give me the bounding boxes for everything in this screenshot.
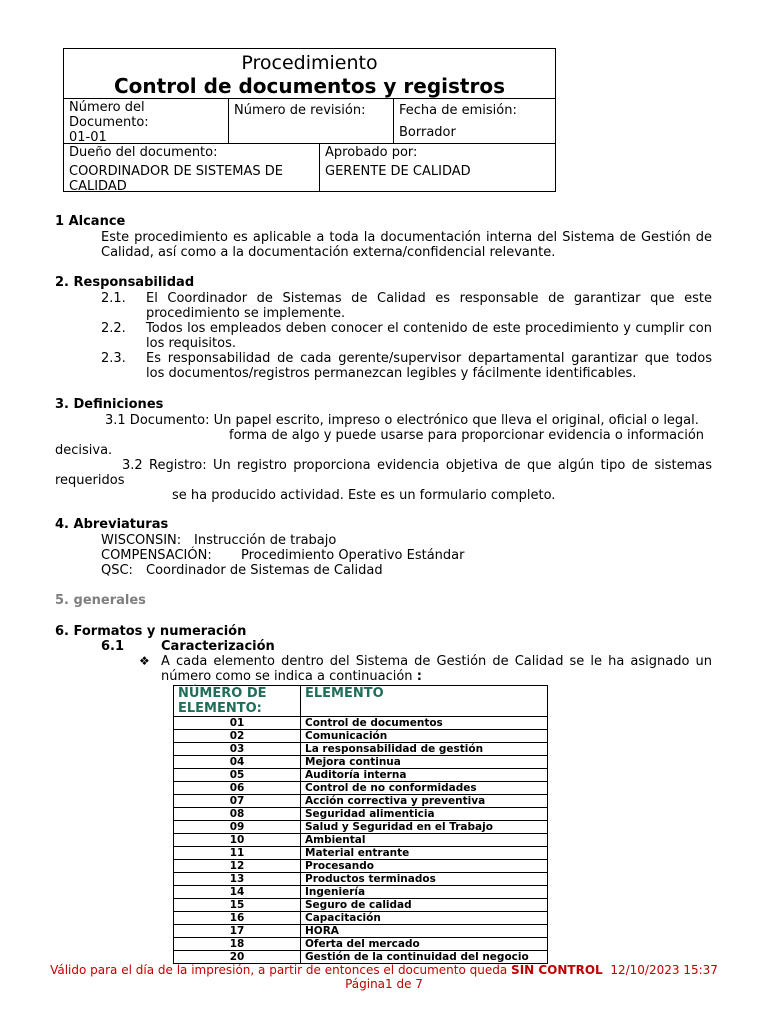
- element-number: 20: [174, 951, 301, 964]
- table-row: [174, 743, 548, 756]
- revision-cell: [229, 98, 394, 143]
- footer-print-date: 12/10/2023 15:37: [610, 963, 718, 977]
- table-header-row: [174, 686, 548, 717]
- element-number: 13: [174, 873, 301, 886]
- table-row: [174, 860, 548, 873]
- element-name: Control de documentos: [301, 717, 548, 730]
- approved-label: Aprobado por:: [325, 145, 418, 160]
- emission-label: Fecha de emisión:: [399, 103, 517, 118]
- element-name: Acción correctiva y preventiva: [301, 795, 548, 808]
- definition-record-cont: requeridos: [55, 473, 125, 488]
- element-number: 18: [174, 938, 301, 951]
- section-5-heading: 5. generales: [55, 593, 146, 608]
- owner-value-2: CALIDAD: [69, 179, 127, 194]
- element-number: 01: [174, 717, 301, 730]
- bullet-text: A cada elemento dentro del Sistema de Gestión de Calidad se le ha asignado un: [161, 654, 712, 669]
- element-number: 11: [174, 847, 301, 860]
- table-row: [174, 730, 548, 743]
- element-name: Procesando: [301, 860, 548, 873]
- approved-cell: [320, 143, 557, 192]
- element-name: Oferta del mercado: [301, 938, 548, 951]
- footer-validity-text: Válido para el día de la impresión, a partir de entonces el documento queda: [50, 963, 508, 977]
- list-item-number: 2.2.: [101, 321, 126, 336]
- bullet-colon: :: [416, 669, 422, 684]
- element-name: Gestión de la continuidad del negocio: [301, 951, 548, 964]
- definition-document: 3.1 Documento: Un papel escrito, impreso o electrónico que lleva el original, oficial o legal.: [105, 413, 699, 428]
- section-6-heading: 6. Formatos y numeración: [55, 624, 247, 639]
- element-name: Salud y Seguridad en el Trabajo: [301, 821, 548, 834]
- approved-value: GERENTE DE CALIDAD: [325, 164, 471, 179]
- column-header-number-line1: NÚMERO DE: [178, 686, 267, 701]
- element-name: Material entrante: [301, 847, 548, 860]
- abbr-value: Procedimiento Operativo Estándar: [241, 548, 465, 563]
- element-number: 15: [174, 899, 301, 912]
- element-number: 07: [174, 795, 301, 808]
- definition-record: 3.2 Registro: Un registro proporciona evidencia objetiva de que algún tipo de sistemas: [122, 458, 712, 473]
- table-row: [174, 834, 548, 847]
- section-2-heading: 2. Responsabilidad: [55, 275, 195, 290]
- element-name: Auditoría interna: [301, 769, 548, 782]
- table-row: [174, 938, 548, 951]
- element-name: HORA: [301, 925, 548, 938]
- definition-document-end: decisiva.: [55, 443, 113, 458]
- subsection-title: Caracterización: [161, 639, 275, 654]
- element-name: Ambiental: [301, 834, 548, 847]
- section-1-heading: 1 Alcance: [55, 214, 126, 229]
- element-number: 16: [174, 912, 301, 925]
- element-name: Seguridad alimenticia: [301, 808, 548, 821]
- owner-label: Dueño del documento:: [69, 145, 218, 160]
- element-name: Comunicación: [301, 730, 548, 743]
- list-item-text: Todos los empleados deben conocer el contenido de este procedimiento y cumplir con los requisitos.: [146, 321, 712, 351]
- abbr-value: Coordinador de Sistemas de Calidad: [146, 563, 383, 578]
- table-row: [174, 912, 548, 925]
- document-header-table: [63, 48, 556, 192]
- table-row: [174, 795, 548, 808]
- procedure-label: Procedimiento: [241, 52, 378, 74]
- abbr-value: Instrucción de trabajo: [194, 533, 337, 548]
- bullet-text-cont-words: número como se indica a continuación: [161, 669, 413, 684]
- footer-validity-line: [0, 963, 768, 977]
- element-number: 04: [174, 756, 301, 769]
- doc-number-label-2: Documento:: [69, 115, 149, 130]
- table-row: [174, 821, 548, 834]
- element-number: 06: [174, 782, 301, 795]
- abbr-key: WISCONSIN:: [101, 533, 182, 548]
- table-row: [174, 951, 548, 964]
- element-number: 10: [174, 834, 301, 847]
- subsection-number: 6.1: [101, 639, 125, 654]
- diamond-bullet-icon: ❖: [139, 654, 150, 668]
- table-row: [174, 873, 548, 886]
- section-4-heading: 4. Abreviaturas: [55, 517, 169, 532]
- element-name: Capacitación: [301, 912, 548, 925]
- emission-value: Borrador: [399, 125, 456, 140]
- bullet-text-cont: [161, 669, 422, 684]
- doc-number-cell: [64, 98, 229, 143]
- element-name: La responsabilidad de gestión: [301, 743, 548, 756]
- element-name: Productos terminados: [301, 873, 548, 886]
- column-header-number-line2: ELEMENTO:: [178, 701, 262, 716]
- doc-number-value: 01-01: [69, 130, 107, 145]
- header-owner-row: [64, 143, 555, 192]
- table-row: [174, 756, 548, 769]
- column-header-number: [174, 686, 301, 717]
- table-row: [174, 899, 548, 912]
- list-item-number: 2.3.: [101, 351, 126, 366]
- table-row: [174, 717, 548, 730]
- element-number: 17: [174, 925, 301, 938]
- section-1-text: Este procedimiento es aplicable a toda la documentación interna del Sistema de Gestión de Calidad, así como a la documentación externa/confidencial relevante.: [101, 230, 712, 260]
- section-3-heading: 3. Definiciones: [55, 397, 164, 412]
- element-name: Mejora continua: [301, 756, 548, 769]
- table-row: [174, 782, 548, 795]
- element-number: 02: [174, 730, 301, 743]
- definition-document-cont: forma de algo y puede usarse para proporcionar evidencia o información: [229, 428, 705, 443]
- element-number: 09: [174, 821, 301, 834]
- table-row: [174, 886, 548, 899]
- list-item-text: Es responsabilidad de cada gerente/supervisor departamental garantizar que todos los documentos/registros permanezcan legibles y fácilmente identificables.: [146, 351, 712, 381]
- table-row: [174, 769, 548, 782]
- table-row: [174, 808, 548, 821]
- element-name: Seguro de calidad: [301, 899, 548, 912]
- element-number: 03: [174, 743, 301, 756]
- element-number: 05: [174, 769, 301, 782]
- element-number: 14: [174, 886, 301, 899]
- definition-record-end: se ha producido actividad. Este es un formulario completo.: [172, 488, 556, 503]
- header-info-row: [64, 98, 555, 144]
- list-item-number: 2.1.: [101, 291, 126, 306]
- element-number: 12: [174, 860, 301, 873]
- table-row: [174, 925, 548, 938]
- element-number-table: [173, 685, 548, 964]
- footer-uncontrolled-label: SIN CONTROL: [511, 963, 603, 977]
- owner-cell: [64, 143, 320, 192]
- column-header-element: ELEMENTO: [301, 686, 548, 717]
- doc-number-label: Número del: [69, 100, 145, 115]
- abbr-key: QSC:: [101, 563, 133, 578]
- element-number: 08: [174, 808, 301, 821]
- element-name: Ingeniería: [301, 886, 548, 899]
- abbr-key: COMPENSACIÓN:: [101, 548, 212, 563]
- document-title: Control de documentos y registros: [113, 74, 505, 98]
- header-title-row: [64, 49, 555, 99]
- element-name: Control de no conformidades: [301, 782, 548, 795]
- footer-page-number: Página1 de 7: [345, 977, 423, 991]
- emission-cell: [394, 98, 557, 143]
- list-item-text: El Coordinador de Sistemas de Calidad es responsable de garantizar que este procedimiento se implemente.: [146, 291, 712, 321]
- table-row: [174, 847, 548, 860]
- owner-value: COORDINADOR DE SISTEMAS DE: [69, 164, 284, 179]
- revision-label: Número de revisión:: [234, 103, 366, 118]
